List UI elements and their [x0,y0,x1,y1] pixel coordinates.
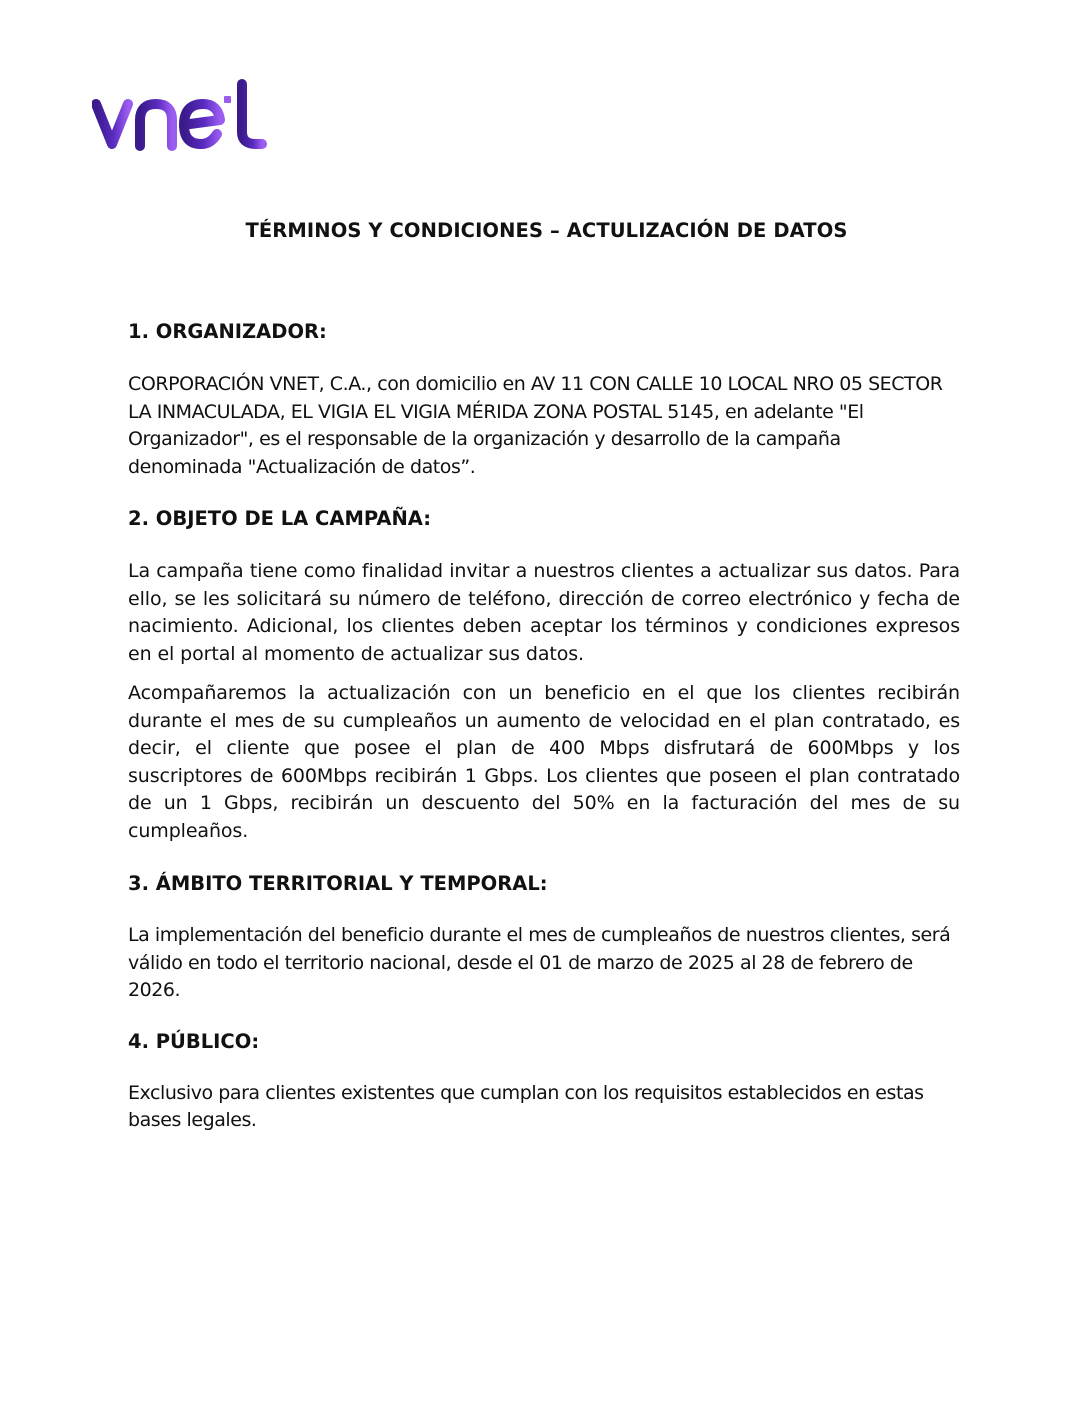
vnet-logo [92,76,292,156]
paragraph-ambito: La implementación del beneficio durante el mes de cumpleaños de nuestros clientes, será válido en todo el territorio nacional, desde el 01 de marzo de 2025 al 28 de febrero de 2026. [128,924,951,1001]
paragraph-objeto-1: La campaña tiene como finalidad invitar a nuestros clientes a actualizar sus datos. Para ello, se les solicitará su número de teléfono, dirección de correo electrónico y fecha de nacimiento. Adicional, los clientes deben aceptar los términos y condiciones expresos en el portal al momento de actualizar sus datos. [128,560,960,665]
document-body [128,318,960,1135]
section-heading-objeto: 2. OBJETO DE LA CAMPAÑA: [128,507,432,530]
document-title: TÉRMINOS Y CONDICIONES – ACTULIZACIÓN DE DATOS [245,219,848,242]
paragraph-publico: Exclusivo para clientes existentes que cumplan con los requisitos establecidos en estas bases legales. [128,1081,924,1131]
section-heading-publico: 4. PÚBLICO: [128,1029,260,1053]
section-heading-ambito: 3. ÁMBITO TERRITORIAL Y TEMPORAL: [128,872,548,895]
paragraph-organizador: CORPORACIÓN VNET, C.A., con domicilio en AV 11 CON CALLE 10 LOCAL NRO 05 SECTOR LA INMACULADA, EL VIGIA EL VIGIA MÉRIDA ZONA POSTAL 5145, en adelante "El Organizador", es el responsable de la organización y desarrollo de la campaña denominada "Actualización de datos”. [128,373,943,478]
section-heading-organizador: 1. ORGANIZADOR: [128,320,327,343]
paragraph-objeto-2: Acompañaremos la actualización con un beneficio en el que los clientes recibirán durante el mes de su cumpleaños un aumento de velocidad en el plan contratado, es decir, el cliente que posee el plan de 400 Mbps disfrutará de 600Mbps y los suscriptores de 600Mbps recibirán 1 Gbps. Los clientes que poseen el plan contratado de un 1 Gbps, recibirán un descuento del 50% en la facturación del mes de su cumpleaños. [128,682,960,842]
